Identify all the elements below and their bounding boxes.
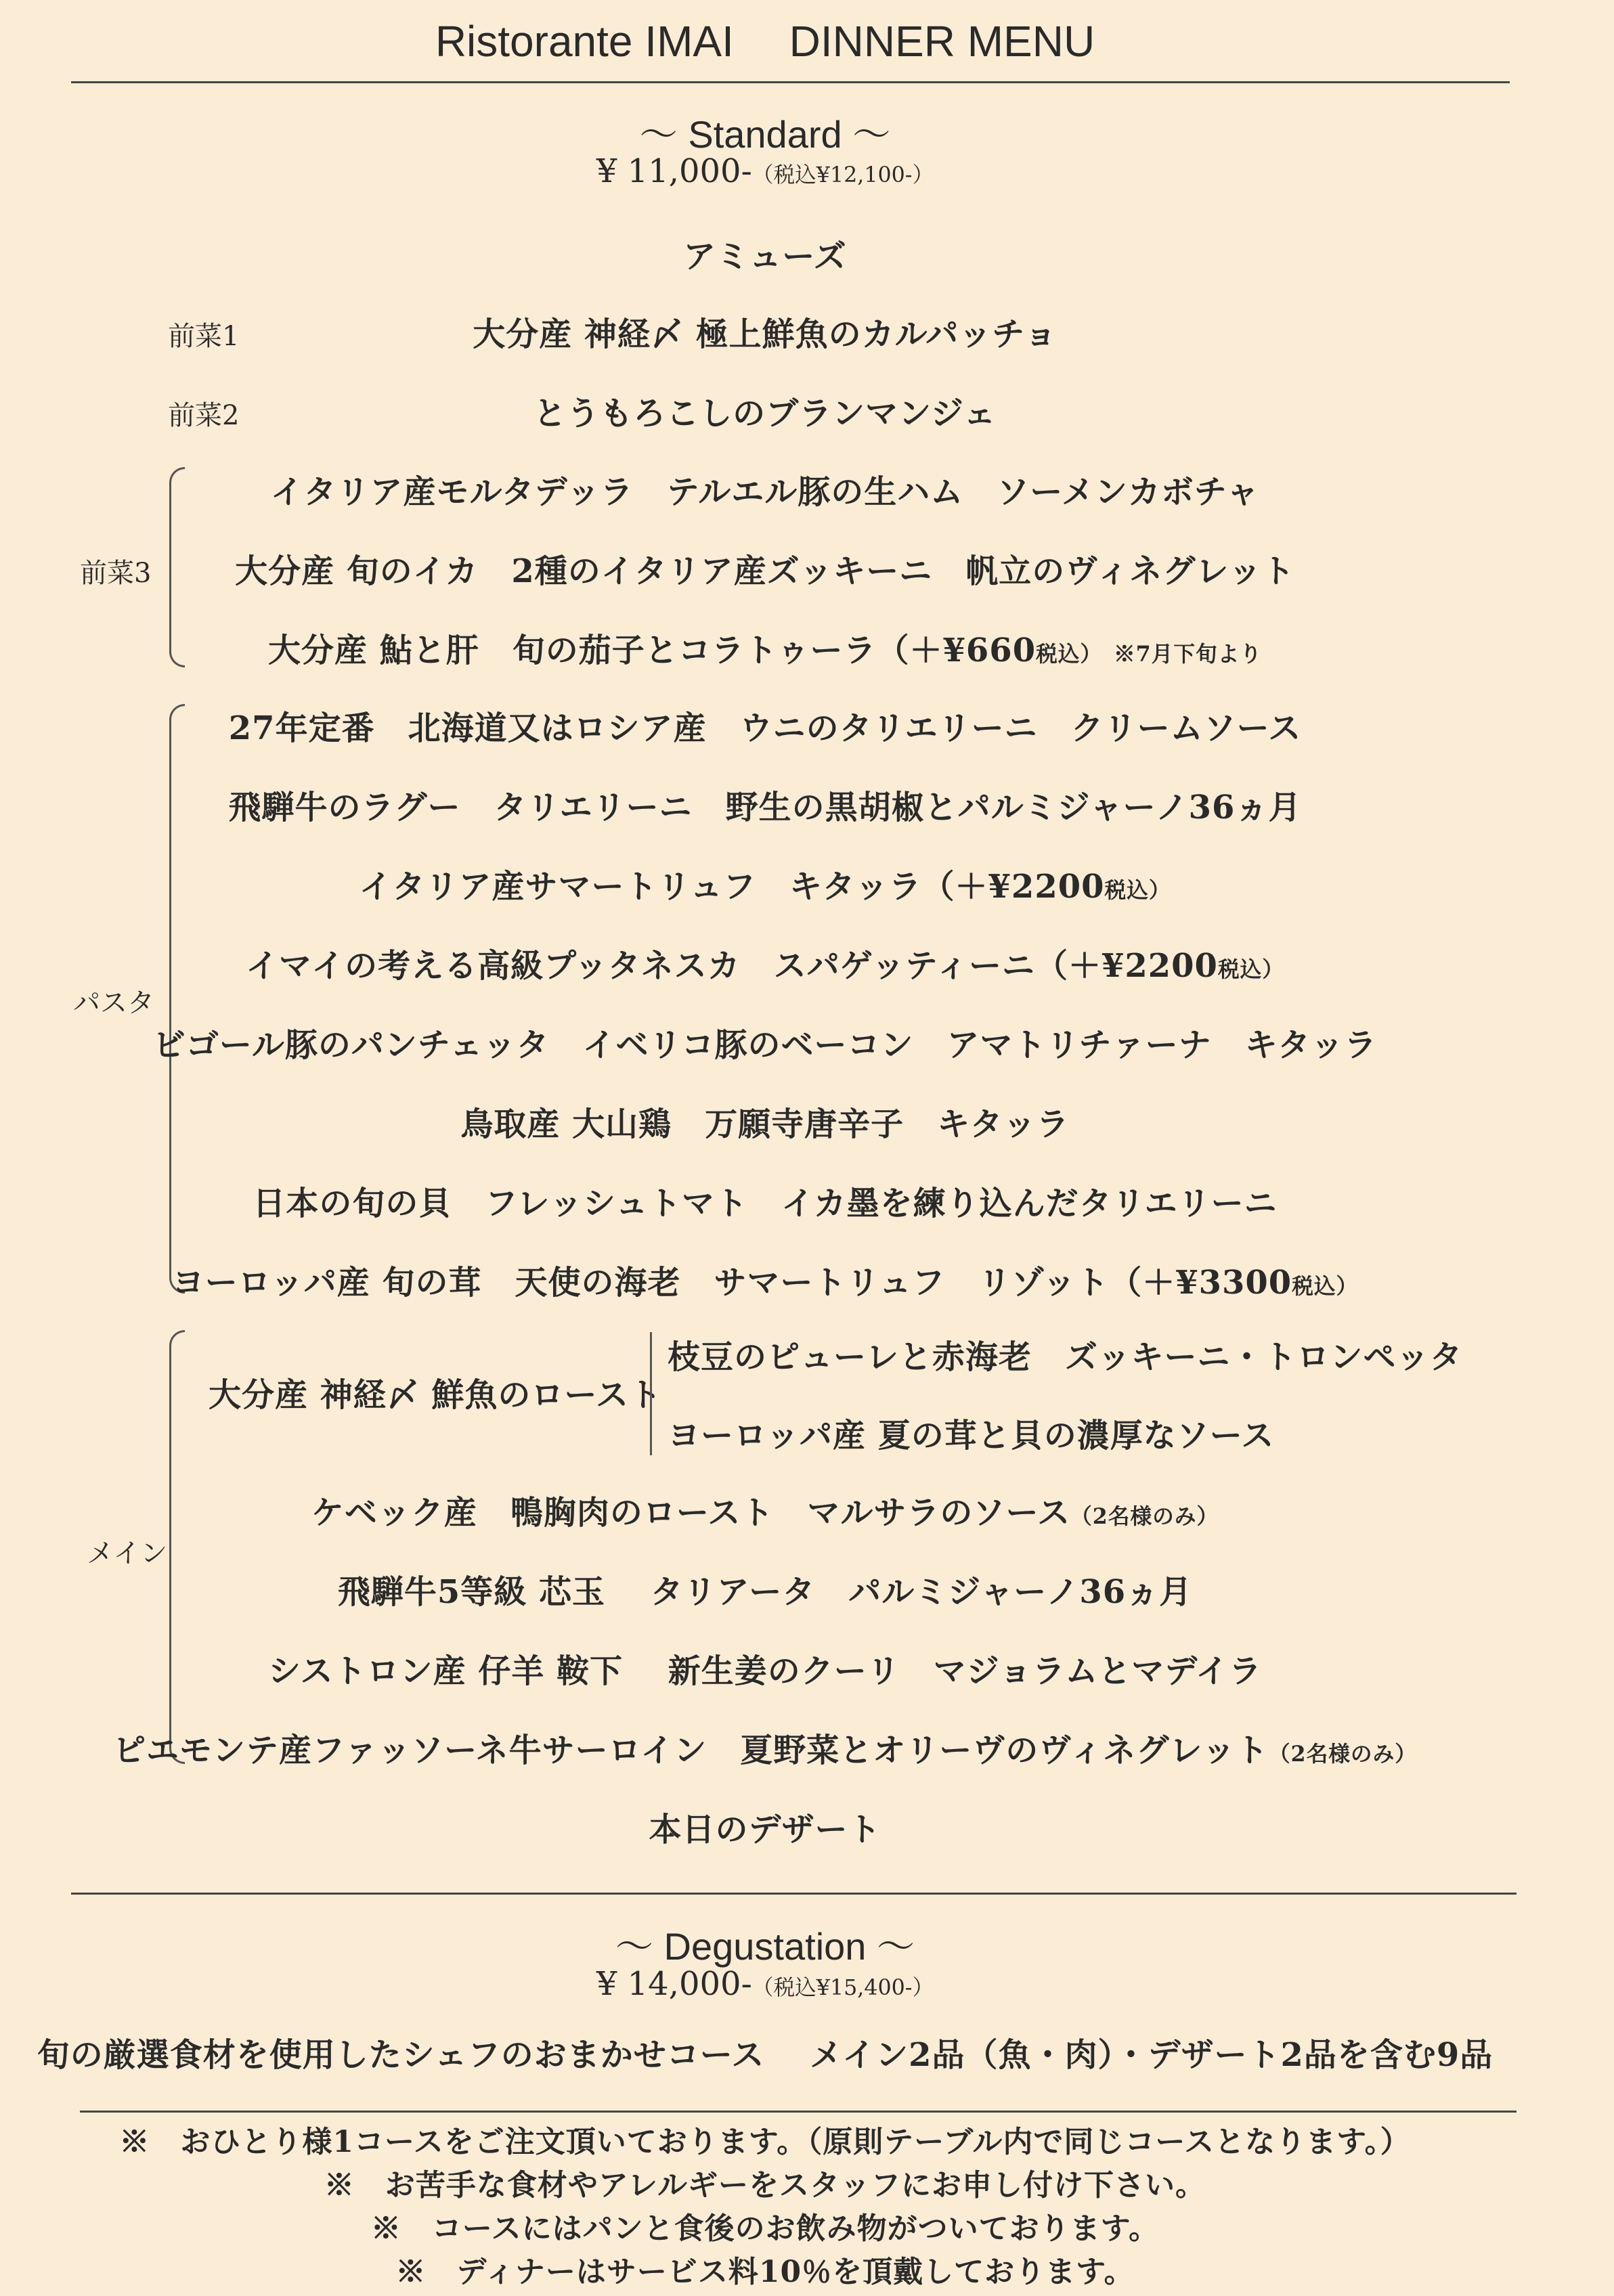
note-line: ※ コースにはパンと食後のお飲み物がついております。 [370, 2211, 1160, 2246]
main-option: ケベック産 鴨胸肉のロースト マルサラのソース（2名様のみ） [311, 1494, 1219, 1532]
standard-price-tax: （税込¥12,100-） [751, 163, 934, 187]
pasta-option: ヨーロッパ産 旬の茸 天使の海老 サマートリュフ リゾット（＋¥3300税込） [171, 1264, 1359, 1302]
standard-price [0, 152, 1530, 190]
main-fish-name: 大分産 神経〆 鮮魚のロースト [209, 1376, 663, 1414]
note-line: ※ おひとり様1コースをご注文頂いております。（原則テーブル内で同じコースとなります。） [119, 2125, 1411, 2159]
degustation-price-amount: ¥ 14,000- [596, 1965, 752, 2003]
antipasto3-option: 大分産 旬のイカ 2種のイタリア産ズッキーニ 帆立のヴィネグレット [235, 552, 1295, 590]
dessert: 本日のデザート [649, 1811, 881, 1849]
fish-sauce-option: ヨーロッパ産 夏の茸と貝の濃厚なソース [668, 1417, 1275, 1455]
pasta-option: イマイの考える高級プッタネスカ スパゲッティーニ（＋¥2200税込） [246, 947, 1284, 985]
note-line: ※ ディナーはサービス料10％を頂戴しております。 [395, 2255, 1135, 2289]
standard-heading: ～ Standard ～ [639, 113, 891, 156]
course-label-antipasto3: 前菜3 [80, 558, 152, 589]
divider [80, 2111, 1517, 2113]
menu-title: Ristorante IMAI DINNER MENU [435, 17, 1095, 66]
pasta-option: 鳥取産 大山鶏 万願寺唐辛子 キタッラ [460, 1105, 1070, 1143]
pasta-option: イタリア産サマートリュフ キタッラ（＋¥2200税込） [359, 868, 1171, 906]
pasta-option: ビゴール豚のパンチェッタ イベリコ豚のベーコン アマトリチァーナ キタッラ [152, 1026, 1378, 1064]
antipasto3-option: イタリア産モルタデッラ テルエル豚の生ハム ソーメンカボチャ [270, 473, 1260, 511]
fish-sauce-bracket [650, 1332, 661, 1455]
pasta-option: 飛騨牛のラグー タリエリーニ 野生の黒胡椒とパルミジャーノ36ヵ月 [228, 789, 1302, 826]
main-option: ピエモンテ産ファッソーネ牛サーロイン 夏野菜とオリーヴのヴィネグレット（2名様のみ） [113, 1731, 1417, 1769]
degustation-price-tax: （税込¥15,400-） [751, 1976, 934, 2000]
note-line: ※ お苦手な食材やアレルギーをスタッフにお申し付け下さい。 [324, 2168, 1206, 2203]
antipasto1-dish: 大分産 神経〆 極上鮮魚のカルパッチョ [473, 315, 1057, 353]
degustation-description: 旬の厳選食材を使用したシェフのおまかせコース メイン2品（魚・肉）・デザート2品を含む9品 [37, 2036, 1493, 2074]
standard-price-amount: ¥ 11,000- [596, 152, 752, 190]
degustation-heading: ～ Degustation ～ [615, 1925, 915, 1968]
antipasto3-option: 大分産 鮎と肝 旬の茄子とコラトゥーラ（＋¥660税込） ※7月下旬より [267, 632, 1263, 669]
antipasto2-dish: とうもろこしのブランマンジェ [533, 395, 997, 433]
main-option: シストロン産 仔羊 鞍下 新生姜のクーリ マジョラムとマデイラ [268, 1652, 1262, 1690]
pasta-option: 27年定番 北海道又はロシア産 ウニのタリエリーニ クリームソース [228, 709, 1302, 747]
course-label-antipasto1: 前菜1 [168, 321, 240, 352]
course-label-main: メイン [87, 1538, 168, 1569]
main-option: 飛騨牛5等級 芯玉 タリアータ パルミジャーノ36ヵ月 [337, 1573, 1193, 1611]
pasta-option: 日本の旬の貝 フレッシュトマト イカ墨を練り込んだタリエリーニ [253, 1185, 1278, 1222]
course-label-antipasto2: 前菜2 [168, 400, 240, 431]
amuse: アミューズ [683, 238, 847, 275]
divider [71, 1893, 1517, 1895]
main-bracket [169, 1330, 185, 1764]
course-label-pasta: パスタ [73, 988, 154, 1019]
degustation-price [0, 1965, 1530, 2003]
divider [71, 81, 1510, 83]
fish-sauce-option: 枝豆のピューレと赤海老 ズッキーニ・トロンペッタ [668, 1338, 1463, 1376]
